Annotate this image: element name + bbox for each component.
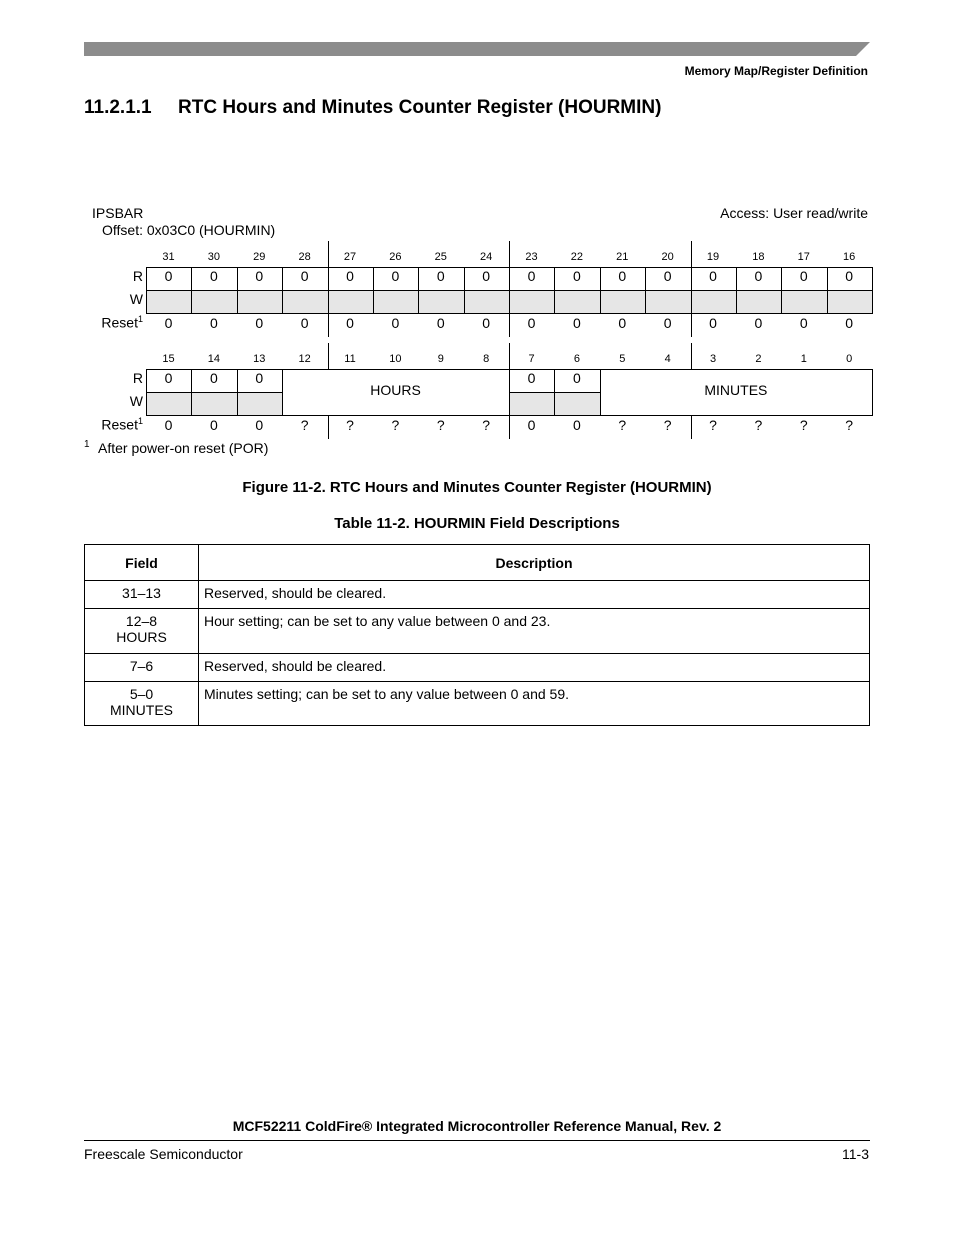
row-divider <box>282 290 327 291</box>
bit-number: 23 <box>525 251 538 263</box>
bit-number: 18 <box>752 251 765 263</box>
reset-value: 0 <box>209 315 218 331</box>
row-divider <box>736 290 781 291</box>
bit-number: 14 <box>207 353 220 365</box>
figure-caption: Figure 11-2. RTC Hours and Minutes Counter Register (HOURMIN) <box>242 479 712 496</box>
table-row <box>85 609 870 654</box>
write-cell <box>419 291 463 313</box>
page-number: 11-3 <box>842 1146 869 1162</box>
field-name: HOURS <box>116 629 167 645</box>
reset-value: 0 <box>255 315 264 331</box>
row-divider <box>554 392 599 393</box>
reset-value: 0 <box>527 315 536 331</box>
read-value: 0 <box>482 268 491 284</box>
read-value: 0 <box>527 370 536 386</box>
field-range: 5–0 <box>129 686 154 702</box>
read-value: 0 <box>255 268 264 284</box>
bit-number: 25 <box>434 251 447 263</box>
nibble-tick <box>691 241 692 267</box>
access-label: Access: User read/write <box>720 205 868 221</box>
row-divider <box>328 290 373 291</box>
row-divider <box>554 290 599 291</box>
bit-number: 26 <box>389 251 402 263</box>
bit-number: 28 <box>298 251 311 263</box>
reset-text: Reset <box>101 314 138 331</box>
reset-value: ? <box>663 417 672 433</box>
nibble-tick <box>691 343 692 369</box>
reset-value: 0 <box>300 315 309 331</box>
row-divider <box>146 290 191 291</box>
row-divider <box>418 290 463 291</box>
row-divider <box>781 290 826 291</box>
read-value: 0 <box>572 268 581 284</box>
read-value: 0 <box>164 370 173 386</box>
header-bar <box>84 42 870 56</box>
row-label-r: R <box>132 370 143 386</box>
bit-number: 16 <box>843 251 856 263</box>
reset-footnote-mark: 1 <box>137 416 143 426</box>
table-caption: Table 11-2. HOURMIN Field Descriptions <box>334 515 620 532</box>
field-hours: HOURS <box>370 382 421 398</box>
read-value: 0 <box>436 268 445 284</box>
read-value: 0 <box>618 268 627 284</box>
running-head: Memory Map/Register Definition <box>684 64 868 78</box>
ipsbar-label: IPSBAR <box>92 205 144 221</box>
description-cell: Minutes setting; can be set to any value between 0 and 59. <box>199 682 870 726</box>
read-value: 0 <box>663 268 672 284</box>
bit-number: 9 <box>437 353 444 365</box>
read-value: 0 <box>754 268 763 284</box>
read-value: 0 <box>572 370 581 386</box>
row-divider <box>237 392 282 393</box>
row-divider <box>191 290 236 291</box>
bit-number: 5 <box>619 353 626 365</box>
read-value: 0 <box>709 268 717 284</box>
row-divider <box>237 290 282 291</box>
write-cell <box>646 291 690 313</box>
row-divider <box>509 392 554 393</box>
write-cell <box>555 393 599 415</box>
field-cell <box>85 682 199 726</box>
description-cell: Hour setting; can be set to any value between 0 and 23. <box>199 609 870 654</box>
write-cell <box>192 291 236 313</box>
footnote-text: After power-on reset (POR) <box>98 440 269 456</box>
row-divider <box>691 290 736 291</box>
field-minutes: MINUTES <box>704 382 768 398</box>
bit-number: 19 <box>706 251 720 263</box>
field-cell <box>85 654 199 682</box>
read-value: 0 <box>845 268 854 284</box>
reset-value: 0 <box>709 315 717 331</box>
field-cell <box>85 581 199 609</box>
row-divider <box>464 290 509 291</box>
read-value: 0 <box>799 268 808 284</box>
row-label-w: W <box>129 393 143 409</box>
write-cell <box>374 291 418 313</box>
write-cell <box>737 291 781 313</box>
field-name: MINUTES <box>110 702 173 718</box>
write-cell <box>510 291 554 313</box>
nibble-tick <box>328 241 329 267</box>
write-cell <box>828 291 872 313</box>
table-row <box>85 682 870 726</box>
field-header: Field <box>85 545 199 581</box>
write-cell <box>147 393 191 415</box>
field-cell <box>85 609 199 654</box>
description-cell: Reserved, should be cleared. <box>199 581 870 609</box>
row-divider <box>645 290 690 291</box>
reset-value: 0 <box>391 315 400 331</box>
bit-number: 15 <box>162 353 175 365</box>
bit-number: 29 <box>253 251 266 263</box>
reset-value: ? <box>391 417 400 433</box>
reset-value: 0 <box>346 315 354 331</box>
row-label-r: R <box>132 268 143 284</box>
footer-title: MCF52211 ColdFire® Integrated Microcontroller Reference Manual, Rev. 2 <box>232 1118 722 1134</box>
table-header-row <box>85 545 870 581</box>
bit-number: 0 <box>846 353 853 365</box>
reset-value: ? <box>300 417 309 433</box>
row-divider <box>191 392 236 393</box>
reset-value: 0 <box>209 417 218 433</box>
reset-value: 0 <box>482 315 491 331</box>
section-title <box>84 97 661 119</box>
reset-value: 0 <box>572 315 581 331</box>
field-range: 31–13 <box>122 585 161 601</box>
write-cell <box>329 291 373 313</box>
row-divider <box>509 290 554 291</box>
read-value: 0 <box>209 370 218 386</box>
read-value: 0 <box>255 370 264 386</box>
row-label-w: W <box>129 291 143 307</box>
bit-number: 31 <box>162 251 175 263</box>
row-label-reset <box>88 416 143 433</box>
section-number: 11.2.1.1 <box>84 97 152 118</box>
reset-value: 0 <box>572 417 581 433</box>
bit-number: 24 <box>480 251 493 263</box>
footnote-mark: 1 <box>84 439 90 450</box>
description-header: Description <box>199 545 870 581</box>
write-cell <box>601 291 645 313</box>
bit-number: 13 <box>253 353 266 365</box>
reset-value: 0 <box>754 315 763 331</box>
reset-value: ? <box>618 417 627 433</box>
write-cell <box>283 291 327 313</box>
reset-value: ? <box>346 417 354 433</box>
row-divider <box>373 290 418 291</box>
reset-value: ? <box>709 417 717 433</box>
nibble-tick <box>509 343 510 369</box>
write-cell <box>238 393 282 415</box>
write-cell <box>782 291 826 313</box>
bit-number: 11 <box>344 353 356 365</box>
bit-number: 17 <box>797 251 810 263</box>
bit-number: 6 <box>573 353 580 365</box>
bit-number: 10 <box>389 353 402 365</box>
field-range: 12–8 <box>125 613 158 629</box>
read-value: 0 <box>300 268 309 284</box>
field-descriptions-table <box>84 544 870 726</box>
field-range: 7–6 <box>129 658 154 674</box>
bit-number: 22 <box>570 251 583 263</box>
write-cell <box>555 291 599 313</box>
row-divider <box>827 290 872 291</box>
write-cell <box>238 291 282 313</box>
bit-number: 27 <box>343 251 357 263</box>
offset-label: Offset: 0x03C0 (HOURMIN) <box>102 222 276 238</box>
bit-number: 4 <box>664 353 671 365</box>
write-cell <box>147 291 191 313</box>
reset-value: 0 <box>663 315 672 331</box>
bit-number: 21 <box>616 251 629 263</box>
bit-number: 12 <box>298 353 311 365</box>
table-row <box>85 581 870 609</box>
reset-value: ? <box>754 417 763 433</box>
reset-value: 0 <box>164 315 173 331</box>
footer-company: Freescale Semiconductor <box>84 1146 243 1162</box>
reset-value: ? <box>482 417 491 433</box>
reset-value: 0 <box>527 417 536 433</box>
write-cell <box>692 291 736 313</box>
write-cell <box>510 393 554 415</box>
nibble-tick <box>328 343 329 369</box>
reset-value: 0 <box>436 315 445 331</box>
bit-number: 1 <box>800 353 807 365</box>
read-value: 0 <box>346 268 354 284</box>
write-cell <box>192 393 236 415</box>
reset-value: ? <box>799 417 808 433</box>
nibble-tick <box>509 241 510 267</box>
read-value: 0 <box>527 268 536 284</box>
reset-value: ? <box>436 417 445 433</box>
description-cell: Reserved, should be cleared. <box>199 654 870 682</box>
bit-number: 3 <box>709 353 717 365</box>
reset-value: 0 <box>164 417 173 433</box>
row-divider <box>600 290 645 291</box>
reset-footnote-mark: 1 <box>137 314 143 324</box>
bit-number: 8 <box>483 353 490 365</box>
read-value: 0 <box>164 268 173 284</box>
bit-number: 7 <box>528 353 535 365</box>
footer-rule <box>84 1140 870 1141</box>
section-title-text: RTC Hours and Minutes Counter Register (HOURMIN) <box>178 97 662 118</box>
row-divider <box>146 392 191 393</box>
bit-number: 30 <box>207 251 220 263</box>
write-cell <box>465 291 509 313</box>
table-row <box>85 654 870 682</box>
reset-value: 0 <box>618 315 627 331</box>
reset-text: Reset <box>101 416 138 433</box>
reset-value: 0 <box>255 417 264 433</box>
row-label-reset <box>88 314 143 331</box>
reset-value: 0 <box>799 315 808 331</box>
reset-value: 0 <box>845 315 854 331</box>
bit-number: 20 <box>661 251 674 263</box>
bit-number: 2 <box>755 353 762 365</box>
reset-value: ? <box>845 417 854 433</box>
read-value: 0 <box>391 268 400 284</box>
read-value: 0 <box>209 268 218 284</box>
